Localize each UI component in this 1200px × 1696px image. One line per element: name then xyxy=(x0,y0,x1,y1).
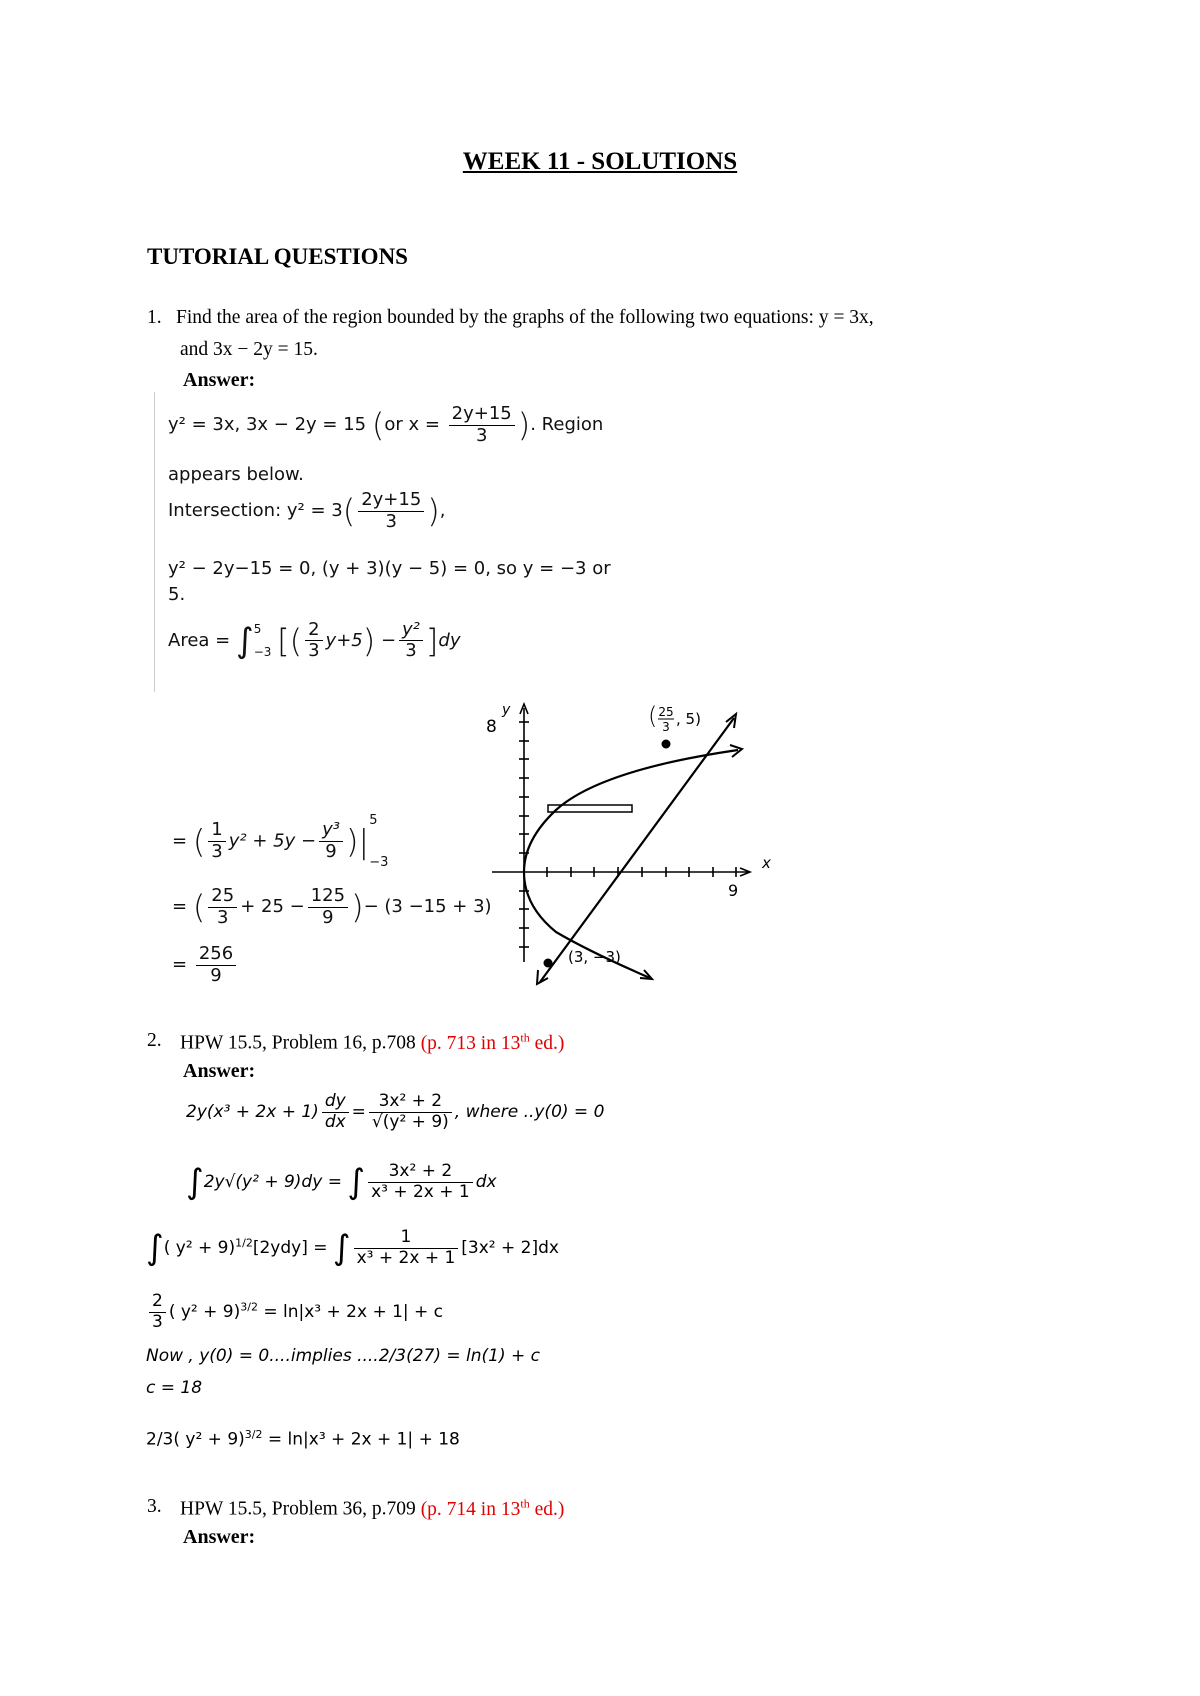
svg-text:, 5): , 5) xyxy=(676,710,701,728)
q1-scan-line3: Intersection: y² = 3( $\frac{2y+15}{3}$ ), xyxy=(168,489,446,532)
q3-reference: HPW 15.5, Problem 36, p.709 xyxy=(180,1498,416,1520)
page-title: WEEK 11 - SOLUTIONS xyxy=(462,148,738,175)
q2-eq2: ∫2y√(y² + 9)dy = ∫ $\frac{\text{3x² + 2}}{\text{x³ + 2x + 1}}$ dx xyxy=(186,1161,497,1203)
q1-number: 1. xyxy=(147,307,162,328)
q1-area-integral: Area = ∫ 5 −3 [( $\frac{2}{3}$ y+5) − $\frac{\text{y²}}{3}$ ]dy xyxy=(168,618,461,662)
q2-reference: HPW 15.5, Problem 16, p.708 xyxy=(180,1032,416,1054)
svg-text:25: 25 xyxy=(658,705,674,719)
q2-eq6: c = 18 xyxy=(146,1378,203,1398)
q2-eq5: Now , y(0) = 0....implies ....2/3(27) = ln(1) + c xyxy=(146,1346,540,1366)
intersection-point-top xyxy=(662,740,671,749)
scan-edge xyxy=(154,392,155,692)
q1-work-row3: = $\frac{256}{9}$ xyxy=(172,944,239,986)
line-3x-2y-15 xyxy=(540,718,734,982)
point-label-top xyxy=(648,702,701,734)
q1-scan-line5: 5. xyxy=(168,584,186,605)
svg-text:(: ( xyxy=(648,702,658,730)
section-heading: TUTORIAL QUESTIONS xyxy=(147,244,408,269)
q3-number: 3. xyxy=(147,1496,162,1517)
point-label-bottom: (3, −3) xyxy=(568,948,621,966)
x-axis-label: x xyxy=(762,854,771,872)
q1-answer-label: Answer: xyxy=(183,369,256,391)
x-tick-label: 9 xyxy=(728,881,739,900)
y-axis-label: y xyxy=(502,702,511,718)
svg-text:3: 3 xyxy=(662,720,670,734)
q2-eq7: 2/3( y² + 9)$^{3/2}$ = ln|x³ + 2x + 1| + 18 xyxy=(146,1428,460,1450)
q1-scan-line2: appears below. xyxy=(168,464,304,485)
q2-answer-label: Answer: xyxy=(183,1060,256,1082)
intersection-point-bottom xyxy=(544,959,553,968)
q1-work-row1: = ( $\frac{1}{3}$ y² + 5y − $\frac{\text{y³}}{9}$ )| 5 −3 xyxy=(172,813,389,870)
q1-scan-line4: y² − 2y−15 = 0, (y + 3)(y − 5) = 0, so y = −3 or xyxy=(168,558,611,579)
q2-eq3: ∫( y² + 9)$^{1/2}$[2ydy] = ∫ $\frac{1}{\text{x³ + 2x + 1}}$ [3x² + 2]dx xyxy=(146,1227,559,1269)
q1-text-line1: Find the area of the region bounded by the graphs of the following two equations: y = 3x, xyxy=(176,307,874,328)
q1-scanned-solution xyxy=(156,390,616,692)
q3-edition-note: (p. 714 in 13th ed.) xyxy=(420,1496,565,1520)
q3-answer-label: Answer: xyxy=(183,1526,256,1548)
q2-edition-note: (p. 713 in 13th ed.) xyxy=(420,1030,565,1054)
q1-region-graph xyxy=(480,700,780,990)
q2-eq1: 2y(x³ + 2x + 1) $\frac{dy}{dx}$ = $\frac{\text{3x² + 2}}{\text{√(y² + 9)}}$ , where ..y(0) = 0 xyxy=(186,1091,605,1132)
q1-text-line2: and 3x − 2y = 15. xyxy=(180,339,318,360)
q1-scan-line1: y² = 3x, 3x − 2y = 15 (or x = $\frac{2y+15}{3}$ ). Region xyxy=(168,403,604,446)
q3-text xyxy=(180,1496,564,1521)
q2-number: 2. xyxy=(147,1030,162,1051)
q1-work-row2: = ( $\frac{25}{3}$ + 25 − $\frac{125}{9}$ )− (3 −15 + 3) xyxy=(172,885,492,928)
q2-eq4: $\frac{2}{3}$ ( y² + 9)$^{3/2}$ = ln|x³ + 2x + 1| + c xyxy=(146,1292,443,1332)
y-tick-label: 8 xyxy=(486,717,497,737)
parabola-curve xyxy=(524,750,738,978)
q2-text xyxy=(180,1030,564,1055)
